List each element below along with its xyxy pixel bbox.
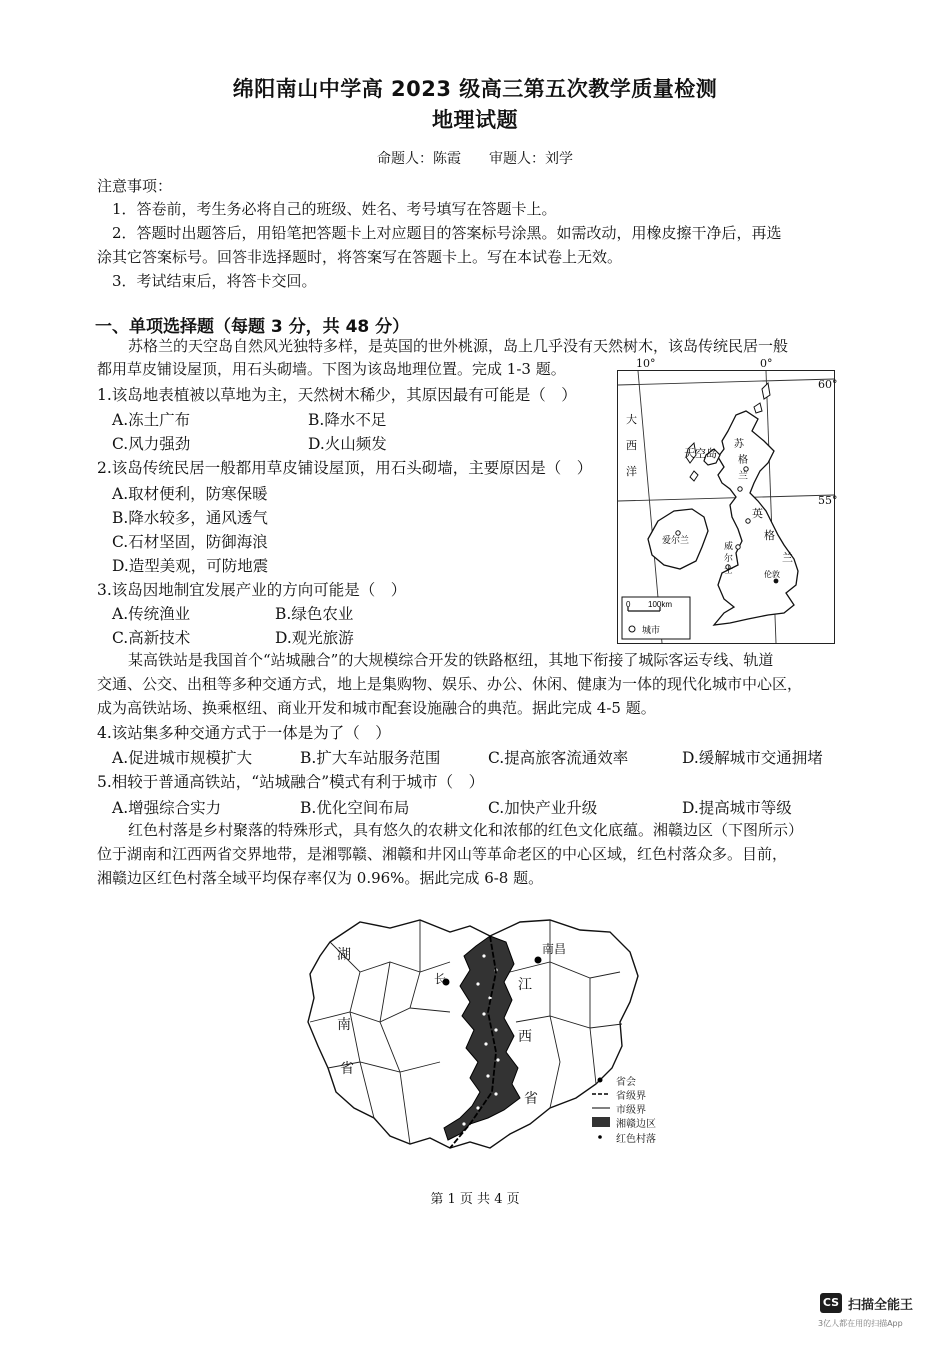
- nanchang-label: 南昌: [542, 942, 567, 956]
- legend-city-label: 城市: [642, 625, 661, 635]
- island-label: 天空岛: [684, 448, 717, 460]
- question-5-stem: 5.相较于普通高铁站，“站城融合”模式有利于城市（ ）: [97, 773, 485, 791]
- england-char: 格: [764, 530, 775, 542]
- ocean-char: 西: [626, 440, 637, 452]
- note-item: 3．考试结束后，将答卡交回。: [112, 272, 317, 290]
- legend-village-symbol: [598, 1135, 602, 1139]
- q3-option-c: C.高新技术: [112, 629, 191, 647]
- legend-capital-symbol: [598, 1078, 603, 1083]
- passage3-line: 位于湖南和江西两省交界地带，是湘鄂赣、湘赣和井冈山等革命老区的中心区域，红色村落众多。目前，: [97, 845, 788, 863]
- q4-option-a: A.促进城市规模扩大: [112, 749, 253, 767]
- legend-city-symbol: [629, 626, 635, 632]
- q3-option-d: D.观光旅游: [275, 629, 354, 647]
- q2-option-b: B.降水较多，通风透气: [112, 509, 268, 527]
- lat-label-60n: 60°: [818, 378, 838, 391]
- legend-village-label: 红色村落: [616, 1134, 656, 1145]
- ocean-char: 大: [626, 414, 637, 426]
- passage2-line: 成为高铁站场、换乘枢纽、商业开发和城市配套设施融合的典范。据此完成 4-5 题。: [97, 699, 656, 717]
- passage1-line: 都用草皮铺设屋顶，用石头砌墙。下图为该岛地理位置。完成 1-3 题。: [97, 360, 566, 378]
- scale-distance-label: 100km: [648, 600, 673, 609]
- hunan-char: 省: [340, 1061, 354, 1077]
- question-4-stem: 4.该站集多种交通方式于一体是为了（ ）: [97, 724, 391, 742]
- q4-option-c: C.提高旅客流通效率: [488, 749, 629, 767]
- scale-zero-label: 0: [626, 600, 631, 609]
- note-item: 涂其它答案标号。回答非选择题时，将答案写在答题卡上。写在本试卷上无效。: [97, 248, 623, 266]
- question-3-stem: 3.该岛因地制宜发展产业的方向可能是（ ）: [97, 581, 407, 599]
- scanner-tagline: 3亿人都在用的扫描App: [818, 1319, 903, 1328]
- legend-cityborder-label: 市级界: [616, 1105, 646, 1116]
- england-char: 兰: [782, 552, 793, 564]
- q2-option-a: A.取材便利，防寒保暖: [112, 485, 268, 503]
- q3-option-b: B.绿色农业: [275, 605, 354, 623]
- q1-option-d: D.火山频发: [308, 435, 387, 453]
- scotland-char: 兰: [738, 471, 748, 482]
- small-island: [690, 471, 698, 481]
- uk-map-svg: [618, 371, 834, 643]
- q5-option-c: C.加快产业升级: [488, 799, 598, 817]
- shetland: [762, 383, 770, 399]
- jiangxi-char: 江: [518, 977, 532, 993]
- exam-title: 绵阳南山中学高 2023 级高三第五次教学质量检测: [232, 77, 718, 101]
- q3-option-a: A.传统渔业: [112, 605, 191, 623]
- passage3-line: 红色村落是乡村聚落的特殊形式，具有悠久的农耕文化和浓郁的红色文化底蕴。湘赣边区（下图所示）: [128, 821, 804, 839]
- london-label: 伦敦: [764, 570, 780, 579]
- q5-option-a: A.增强综合实力: [112, 799, 222, 817]
- jiangxi-char: 西: [518, 1029, 532, 1045]
- q2-option-c: C.石材坚固，防御海浪: [112, 533, 268, 551]
- legend-provborder-label: 省级界: [616, 1091, 646, 1102]
- ocean-char: 洋: [626, 466, 637, 478]
- lon-label-0: 0°: [760, 357, 773, 370]
- scotland-char: 格: [738, 455, 748, 466]
- hunan-char: 湖: [337, 947, 351, 963]
- wales-char: 威: [724, 541, 734, 551]
- q4-option-d: D.缓解城市交通拥堵: [682, 749, 823, 767]
- city-dot: [738, 487, 742, 491]
- legend-region-label: 湘赣边区: [616, 1119, 656, 1130]
- scanner-badge: CS: [820, 1293, 842, 1313]
- wales-char: 尔: [724, 553, 734, 563]
- legend-region-symbol: [592, 1117, 610, 1127]
- passage3-line: 湘赣边区红色村落全域平均保存率仅为 0.96%。据此完成 6-8 题。: [97, 869, 544, 887]
- nanchang-capital-dot: [535, 957, 542, 964]
- passage1-line: 苏格兰的天空岛自然风光独特多样，是英国的世外桃源，岛上几乎没有天然树木，该岛传统民居一般: [128, 337, 789, 355]
- legend-capital-label: 省会: [616, 1077, 636, 1088]
- section-heading: 一、单项选择题（每题 3 分，共 48 分）: [95, 317, 410, 337]
- q1-option-c: C.风力强劲: [112, 435, 191, 453]
- author-line: 命题人：陈霞 审题人：刘学: [377, 151, 573, 167]
- notes-heading: 注意事项：: [97, 177, 173, 195]
- parallel-60n: [618, 379, 834, 385]
- q1-option-a: A.冻土广布: [112, 411, 191, 429]
- skye-location-map: [617, 370, 835, 644]
- parallel-55n: [618, 495, 834, 501]
- passage2-line: 交通、公交、出租等多种交通方式，地上是集购物、娱乐、办公、休闲、健康为一体的现代化城市中心区，: [97, 675, 803, 693]
- q5-option-d: D.提高城市等级: [682, 799, 792, 817]
- q2-option-d: D.造型美观，可防地震: [112, 557, 269, 575]
- question-1-stem: 1.该岛地表植被以草地为主，天然树木稀少，其原因最有可能是（ ）: [97, 386, 577, 404]
- city-dot: [746, 519, 750, 523]
- passage2-line: 某高铁站是我国首个“站城融合”的大规模综合开发的铁路枢纽，其地下衔接了城际客运专线、轨道: [128, 651, 774, 669]
- changsha-label: 长: [434, 972, 447, 986]
- england-char: 英: [752, 508, 763, 520]
- q4-option-b: B.扩大车站服务范围: [300, 749, 441, 767]
- xiang-gan-border-map: [300, 912, 700, 1164]
- orkney: [754, 403, 762, 413]
- q1-option-b: B.降水不足: [308, 411, 387, 429]
- london-dot: [774, 579, 779, 584]
- page-number: 第 1 页 共 4 页: [430, 1192, 520, 1207]
- city-dot: [736, 545, 740, 549]
- lon-label-10w: 10°: [636, 357, 656, 370]
- wales-char: 士: [724, 565, 734, 575]
- hunan-char: 南: [337, 1017, 351, 1033]
- exam-subtitle: 地理试题: [432, 108, 518, 132]
- scotland-char: 苏: [734, 439, 744, 450]
- note-item: 2．答题时出题答后，用铅笔把答题卡上对应题目的答案标号涂黑。如需改动，用橡皮擦干净后，再选: [112, 224, 782, 242]
- jiangxi-char: 省: [524, 1091, 538, 1107]
- q5-option-b: B.优化空间布局: [300, 799, 410, 817]
- question-2-stem: 2.该岛传统民居一般都用草皮铺设屋顶，用石头砌墙，主要原因是（ ）: [97, 459, 593, 477]
- ireland-label: 爱尔兰: [662, 535, 690, 545]
- note-item: 1．答卷前，考生务必将自己的班级、姓名、考号填写在答题卡上。: [112, 200, 557, 218]
- lat-label-55n: 55°: [818, 494, 838, 507]
- scanner-brand: 扫描全能王: [848, 1298, 914, 1313]
